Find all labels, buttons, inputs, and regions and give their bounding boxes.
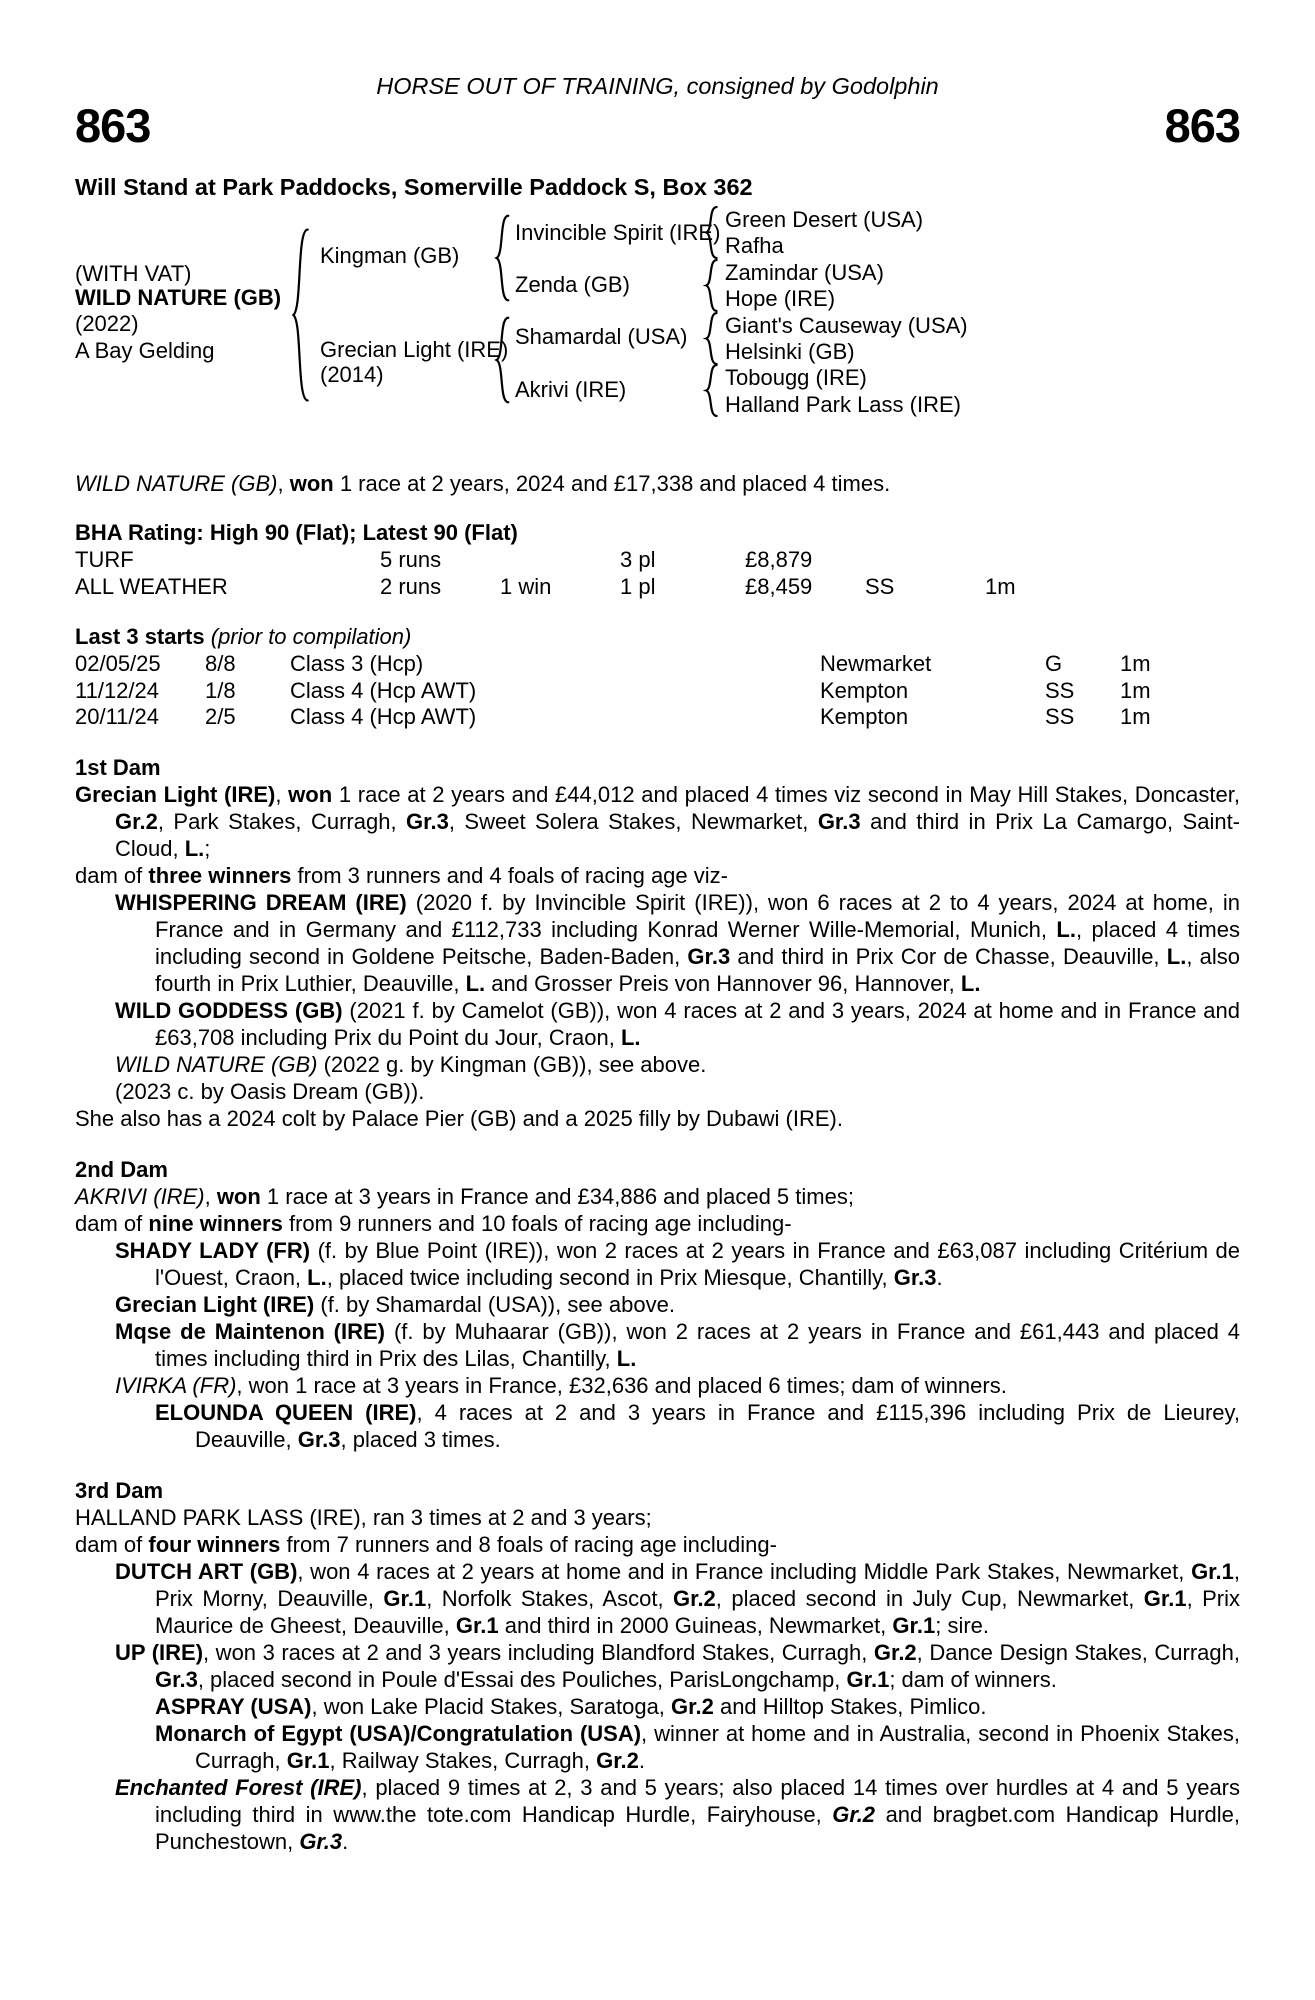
race-record [75,470,1240,497]
text-segment: Gr.2 [596,1747,639,1773]
text-segment: 1 race at 2 years and £44,012 and placed 4 times viz second in May Hill Stakes, Doncaster, [332,781,1240,807]
text-segment: . [936,1264,943,1290]
text-segment: and Grosser Preis von Hannover 96, Hannover, [485,970,961,996]
dam-section [75,1156,1240,1453]
text-segment: ; sire. [935,1612,990,1638]
text-segment: , winner at home and in Australia, second in Phoenix Stakes, Curragh, [195,1720,1240,1773]
horse-description: A Bay Gelding [75,338,215,363]
bha-heading: BHA Rating: High 90 (Flat); Latest 90 (Flat) [75,520,518,545]
text-segment: from 7 runners and 8 foals of racing age including- [280,1531,777,1557]
start-distance: 1m [1120,677,1151,703]
pedigree-paragraph [75,1051,1240,1078]
text-segment: 1 race at 3 years in France and £34,886 and placed 5 times; [260,1183,854,1209]
text-segment: and third in Prix Cor de Chasse, Deauville, [730,943,1167,969]
text-segment: Grecian Light (IRE) [75,781,276,807]
text-segment: Gr.2 [671,1693,714,1719]
text-segment: Gr.1 [383,1585,427,1611]
brace-icon [493,214,511,302]
text-segment: , placed 9 times at 2, 3 and 5 years; also placed 14 times over hurdles at 4 and 5 years including third in www.the tote.com Handicap Hurdle, Fairyhouse, [155,1774,1241,1827]
brace-icon [703,312,719,365]
text-segment: 1 race at 2 years, 2024 and £17,338 and placed 4 times. [333,471,891,496]
text-segment: L. [1166,943,1187,969]
text-segment: (f. by Muhaarar (GB)), won 2 races at 2 years in France and £61,443 and placed 4 times including third in Prix des Lilas, Chantilly, [155,1318,1241,1371]
text-segment: DUTCH ART (GB) [115,1558,298,1584]
text-segment: HALLAND PARK LASS (IRE), ran 3 times at 2 and 3 years; [75,1504,652,1530]
text-segment: Gr.2 [115,808,158,834]
brace-icon [289,226,311,404]
bha-row-all-weather [75,573,1240,600]
text-segment: L. [184,835,205,861]
start-date: 11/12/24 [75,677,160,703]
text-segment: three winners [148,862,292,888]
text-segment: Gr.3 [406,808,449,834]
pedigree-dam-dam-sire: Tobougg (IRE) [725,365,867,390]
pedigree-dam: Grecian Light (IRE) [320,337,509,362]
text-segment: from 9 runners and 10 foals of racing age including- [282,1210,792,1236]
text-segment: WHISPERING DREAM (IRE) [115,889,407,915]
pedigree-paragraph [75,1531,1240,1558]
text-segment: Gr.1 [286,1747,330,1773]
text-segment: , placed twice including second in Prix Miesque, Chantilly, [326,1264,894,1290]
text-segment: , Dance Design Stakes, Curragh, [916,1639,1240,1665]
lot-number-row [75,99,1240,152]
text-segment: L. [616,1345,637,1371]
pedigree-sire-sire: Invincible Spirit (IRE) [515,220,721,245]
text-segment: (f. by Shamardal (USA)), see above. [314,1291,675,1317]
pedigree-paragraph [75,1720,1240,1774]
last-starts-note: (prior to compilation) [210,624,412,649]
pedigree-paragraph [75,1291,1240,1318]
pedigree-paragraph [75,1210,1240,1237]
stand-location: Will Stand at Park Paddocks, Somerville Paddock S, Box 362 [75,174,753,200]
bha-runs: 2 runs [380,573,442,599]
text-segment: Gr.3 [297,1426,341,1452]
text-segment: Gr.2 [873,1639,917,1665]
text-segment: , Prix Maurice de Gheest, Deauville, [155,1585,1240,1638]
pedigree-sire-dam-sire: Zamindar (USA) [725,260,884,285]
text-segment: Gr.1 [892,1612,936,1638]
text-segment: dam of [75,862,149,888]
dam-section-heading: 1st Dam [75,754,161,780]
text-segment: Gr.2 [672,1585,716,1611]
pedigree-sire: Kingman (GB) [320,243,460,268]
text-segment: , [204,1183,217,1209]
text-segment: dam of [75,1531,149,1557]
bha-surface: TURF [75,547,134,572]
last-starts-block [75,623,1240,730]
text-segment: Gr.1 [1143,1585,1187,1611]
pedigree-dam-sire-dam: Helsinki (GB) [725,339,855,364]
text-segment: . [342,1828,349,1854]
pedigree-paragraph [75,781,1240,862]
page-title: HORSE OUT OF TRAINING, consigned by Godolphin [376,73,939,99]
text-segment: She also has a 2024 colt by Palace Pier (GB) and a 2025 filly by Dubawi (IRE). [75,1105,843,1131]
text-segment: , won 4 races at 2 years at home and in France including Middle Park Stakes, Newmarket, [297,1558,1192,1584]
text-segment: won [216,1183,261,1209]
text-segment: L. [465,970,486,996]
bha-surface: ALL WEATHER [75,573,228,599]
text-segment: AKRIVI (IRE) [75,1183,205,1209]
text-segment: Enchanted Forest (IRE) [115,1774,362,1800]
text-segment: WILD NATURE (GB) [115,1051,318,1077]
bha-distance: 1m [985,573,1016,599]
start-race: Class 4 (Hcp AWT) [290,677,477,703]
dam-section-heading: 2nd Dam [75,1156,168,1182]
text-segment: ASPRAY (USA) [155,1693,312,1719]
text-segment: , Norfolk Stakes, Ascot, [426,1585,673,1611]
dam-sections [75,754,1240,1855]
dam-section [75,754,1240,1132]
start-distance: 1m [1120,704,1151,729]
text-segment: Gr.2 [832,1801,876,1827]
text-segment: ; [204,835,211,861]
pedigree-paragraph [75,1774,1240,1855]
text-segment: L. [960,970,981,996]
last-starts-heading-line [75,623,1240,650]
bha-earnings: £8,879 [745,547,813,572]
text-segment: , won Lake Placid Stakes, Saratoga, [311,1693,672,1719]
start-going: G [1045,651,1063,676]
text-segment: ; dam of winners. [889,1666,1057,1692]
start-race: Class 4 (Hcp AWT) [290,704,477,729]
pedigree-paragraph [75,1237,1240,1291]
pedigree-paragraph [75,1318,1240,1372]
pedigree-paragraph [75,1078,1240,1105]
pedigree-dam-sire: Shamardal (USA) [515,324,688,349]
pedigree-paragraph [75,889,1240,997]
text-segment: Gr.3 [687,943,731,969]
text-segment: IVIRKA (FR) [115,1372,237,1398]
bha-going: SS [865,573,895,599]
bha-runs: 5 runs [380,547,442,572]
pedigree-paragraph [75,997,1240,1051]
text-segment: (2023 c. by Oasis Dream (GB)). [115,1078,425,1104]
text-segment: Mqse de Maintenon (IRE) [115,1318,386,1344]
start-row [75,677,1240,704]
text-segment: WILD GODDESS (GB) [115,997,343,1023]
pedigree-paragraph [75,1372,1240,1399]
text-segment: and bragbet.com Handicap Hurdle, Punchestown, [155,1801,1240,1854]
text-segment: dam of [75,1210,149,1236]
start-distance: 1m [1120,651,1151,676]
brace-icon [703,364,719,417]
text-segment: Grecian Light (IRE) [115,1291,315,1317]
text-segment: (f. by Blue Point (IRE)), won 2 races at 2 years in France and £63,087 including Critérium de l'Ouest, Craon, [155,1237,1240,1290]
text-segment: . [638,1747,646,1773]
dam-section-heading: 3rd Dam [75,1477,164,1503]
text-segment: from 3 runners and 4 foals of racing age viz- [291,862,728,888]
start-date: 02/05/25 [75,651,161,676]
text-segment: and third in Prix La Camargo, Saint-Cloud, [115,808,1241,861]
text-segment: (2022 g. by Kingman (GB)), see above. [317,1051,707,1077]
text-segment: Gr.1 [455,1612,499,1638]
text-segment: , 4 races at 2 and 3 years in France and £115,396 including Prix de Lieurey, Deauville, [195,1399,1240,1452]
horse-foal-year: (2022) [75,311,139,336]
text-segment: Gr.3 [893,1264,937,1290]
pedigree-paragraph [75,1558,1240,1639]
text-segment: L. [307,1264,327,1290]
start-going: SS [1045,704,1075,729]
text-segment: Gr.3 [155,1666,198,1692]
text-segment: , won 1 race at 3 years in France, £32,636 and placed 6 times; dam of winners. [236,1372,1007,1398]
vat-note: (WITH VAT) [75,261,192,286]
pedigree-paragraph [75,1639,1240,1693]
text-segment: UP (IRE) [115,1639,204,1665]
pedigree-dam-dam: Akrivi (IRE) [515,377,627,402]
text-segment: , placed second in Poule d'Essai des Pouliches, ParisLongchamp, [197,1666,847,1692]
text-segment: Gr.3 [299,1828,343,1854]
text-segment: L. [1056,916,1076,942]
start-course: Newmarket [820,651,932,676]
horse-name: WILD NATURE (GB) [75,285,282,310]
text-segment: won [289,471,334,496]
text-segment: , placed 4 times including second in Goldene Peitsche, Baden-Baden, [155,916,1240,969]
text-segment: , placed second in July Cup, Newmarket, [715,1585,1144,1611]
pedigree-paragraph [75,1399,1240,1453]
start-row [75,703,1240,730]
pedigree-tree [75,200,1240,426]
text-segment: Gr.3 [817,808,861,834]
pedigree-paragraph [75,1504,1240,1531]
brace-icon [703,259,719,312]
pedigree-paragraph [75,1693,1240,1720]
text-segment: , [277,471,290,496]
start-finish: 1/8 [205,677,236,703]
bha-places: 3 pl [620,547,656,572]
text-segment: four winners [148,1531,281,1557]
text-segment: , Railway Stakes, Curragh, [329,1747,597,1773]
text-segment: won [288,781,333,807]
start-going: SS [1045,677,1075,703]
bha-wins: 1 win [500,573,552,599]
bha-places: 1 pl [620,573,656,599]
pedigree-dam-sire-sire: Giant's Causeway (USA) [725,313,968,338]
lot-number-right: 863 [1164,99,1240,152]
text-segment: Gr.1 [846,1666,890,1692]
bha-row-turf [75,546,1240,573]
start-date: 20/11/24 [75,704,160,729]
start-finish: 8/8 [205,651,236,676]
text-segment: L. [620,1024,641,1050]
text-segment: , also fourth in Prix Luthier, Deauville, [155,943,1240,996]
text-segment: Monarch of Egypt (USA)/Congratulation (USA) [155,1720,642,1746]
last-starts-heading: Last 3 starts [75,624,205,649]
text-segment: Gr.1 [1191,1558,1234,1584]
text-segment: , Sweet Solera Stakes, Newmarket, [448,808,818,834]
text-segment: , Prix Morny, Deauville, [155,1558,1240,1611]
text-segment: and third in 2000 Guineas, Newmarket, [498,1612,893,1638]
dam-section [75,1477,1240,1855]
text-segment: , placed 3 times. [340,1426,501,1452]
pedigree-sire-dam: Zenda (GB) [515,272,630,297]
pedigree-sire-dam-dam: Hope (IRE) [725,286,836,311]
text-segment: nine winners [148,1210,283,1236]
start-course: Kempton [820,704,909,729]
bha-earnings: £8,459 [745,573,813,599]
text-segment: , won 3 races at 2 and 3 years including Blandford Stakes, Curragh, [203,1639,874,1665]
text-segment: WILD NATURE (GB) [75,471,278,496]
text-segment: (2021 f. by Camelot (GB)), won 4 races at 2 and 3 years, 2024 at home and in France and £63,708 including Prix du Point du Jour, Craon, [155,997,1241,1050]
start-course: Kempton [820,677,909,703]
start-race: Class 3 (Hcp) [290,651,424,676]
text-segment: and Hilltop Stakes, Pimlico. [713,1693,987,1719]
start-row [75,650,1240,677]
text-segment: (2020 f. by Invincible Spirit (IRE)), won 6 races at 2 to 4 years, 2024 at home, in France and in Germany and £112,733 including Konrad Werner Wille-Memorial, Munich, [155,889,1240,942]
lot-number-left: 863 [75,99,151,152]
text-segment: SHADY LADY (FR) [115,1237,311,1263]
text-segment: ELOUNDA QUEEN (IRE) [155,1399,417,1425]
pedigree-sire-sire-sire: Green Desert (USA) [725,207,924,232]
pedigree-dam-dam-dam: Halland Park Lass (IRE) [725,392,961,417]
text-segment: , [275,781,289,807]
start-finish: 2/5 [205,704,236,729]
pedigree-paragraph [75,1183,1240,1210]
bha-rating-block [75,519,1240,599]
pedigree-sire-sire-dam: Rafha [725,233,784,258]
pedigree-dam-year: (2014) [320,362,384,387]
pedigree-paragraph [75,1105,1240,1132]
pedigree-paragraph [75,862,1240,889]
text-segment: , Park Stakes, Curragh, [157,808,407,834]
